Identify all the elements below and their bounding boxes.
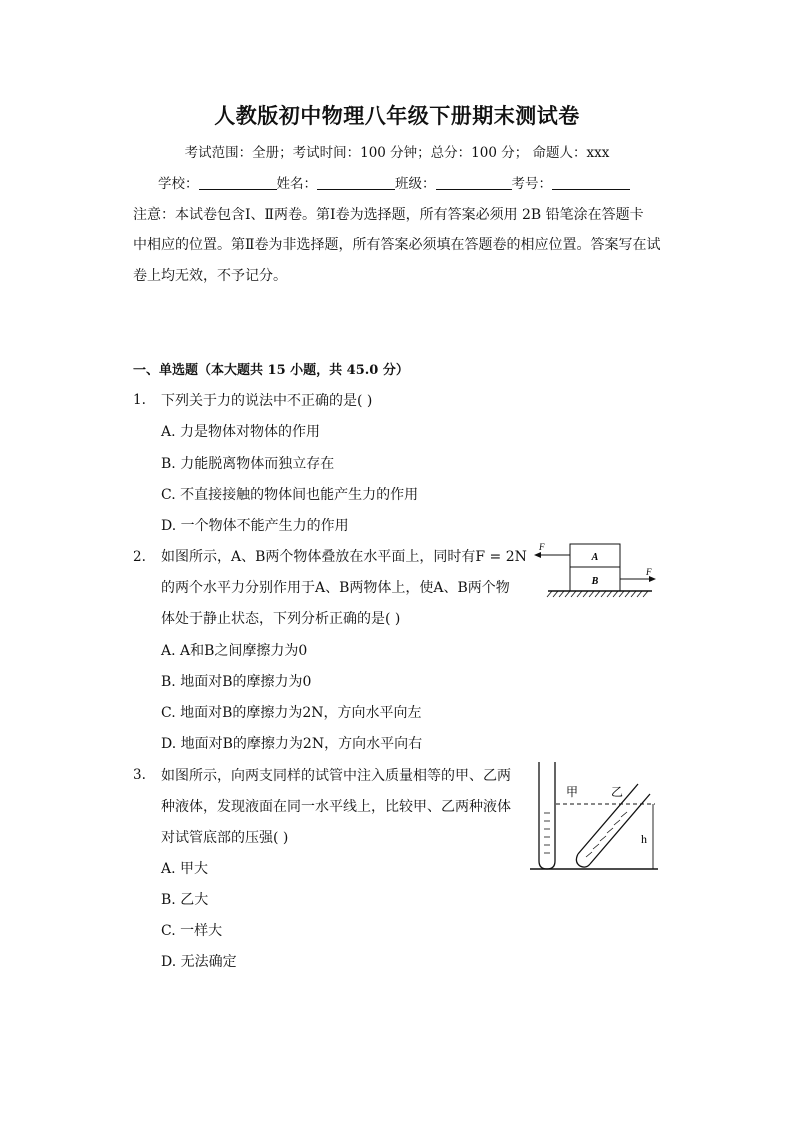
notice-line: 卷上均无效，不予记分。 (133, 268, 287, 284)
option-b[interactable]: B. 乙大 (161, 892, 209, 908)
force-label-left: F (539, 542, 545, 552)
exam-info: 考试范围：全册；考试时间：100 分钟；总分：100 分； 命题人：xxx (184, 145, 610, 161)
stacked-blocks-figure (530, 538, 660, 606)
label-yi: 乙 (611, 785, 624, 799)
name-label: 姓名： (276, 176, 317, 192)
force-label-right: F (646, 567, 652, 577)
arrowhead-left (534, 552, 541, 558)
question-text: 的两个水平力分别作用于A、B两物体上，使A、B两个物 (161, 580, 510, 596)
question-number: 1. (133, 392, 146, 408)
question-text: 种液体，发现液面在同一水平线上，比较甲、乙两种液体 (161, 799, 511, 815)
liquid-jia-marks (544, 813, 550, 853)
option-d[interactable]: D. 一个物体不能产生力的作用 (161, 518, 349, 534)
school-blank[interactable] (199, 175, 277, 190)
notice-line: 中相应的位置。第Ⅱ卷为非选择题，所有答案必须填在答题卷的相应位置。答案写在试 (133, 237, 661, 253)
student-fields (158, 172, 630, 192)
question-text: 对试管底部的压强( ) (161, 830, 289, 846)
question-text: 下列关于力的说法中不正确的是( ) (161, 393, 373, 409)
question-number: 2. (133, 549, 146, 565)
option-c[interactable]: C. 不直接接触的物体间也能产生力的作用 (161, 487, 419, 503)
option-c[interactable]: C. 一样大 (161, 923, 223, 939)
label-jia: 甲 (566, 785, 579, 799)
block-a-label: A (591, 552, 599, 563)
notice-line: 注意：本试卷包含Ⅰ、Ⅱ两卷。第Ⅰ卷为选择题，所有答案必须用 2B 铅笔涂在答题卡 (133, 207, 644, 223)
test-tubes-figure (528, 758, 663, 873)
ground-hatching (547, 591, 648, 597)
section-title: 一、单选题（本大题共 15 小题，共 45.0 分） (133, 363, 409, 378)
name-blank[interactable] (317, 175, 395, 190)
liquid-yi-marks (586, 812, 627, 857)
option-d[interactable]: D. 地面对B的摩擦力为2N，方向水平向右 (161, 736, 423, 752)
option-c[interactable]: C. 地面对B的摩擦力为2N，方向水平向左 (161, 705, 422, 721)
label-h: h (641, 832, 647, 846)
option-a[interactable]: A. 力是物体对物体的作用 (161, 424, 321, 440)
question-text: 如图所示，A、B两个物体叠放在水平面上，同时有F = 2N (161, 549, 527, 565)
class-label: 班级： (395, 176, 436, 192)
class-blank[interactable] (436, 175, 512, 190)
option-b[interactable]: B. 力能脱离物体而独立存在 (161, 456, 335, 472)
question-number: 3. (133, 767, 146, 783)
id-label: 考号： (511, 176, 552, 192)
question-text: 体处于静止状态，下列分析正确的是( ) (161, 611, 401, 627)
option-a[interactable]: A. A和B之间摩擦力为0 (161, 643, 308, 659)
option-b[interactable]: B. 地面对B的摩擦力为0 (161, 674, 312, 690)
option-d[interactable]: D. 无法确定 (161, 954, 237, 970)
question-text: 如图所示，向两支同样的试管中注入质量相等的甲、乙两 (161, 768, 511, 784)
page-title: 人教版初中物理八年级下册期末测试卷 (214, 103, 580, 128)
block-b-label: B (591, 576, 599, 587)
school-label: 学校： (158, 176, 199, 192)
id-blank[interactable] (552, 175, 630, 190)
tube-yi-bottom (576, 854, 590, 867)
option-a[interactable]: A. 甲大 (161, 861, 209, 877)
